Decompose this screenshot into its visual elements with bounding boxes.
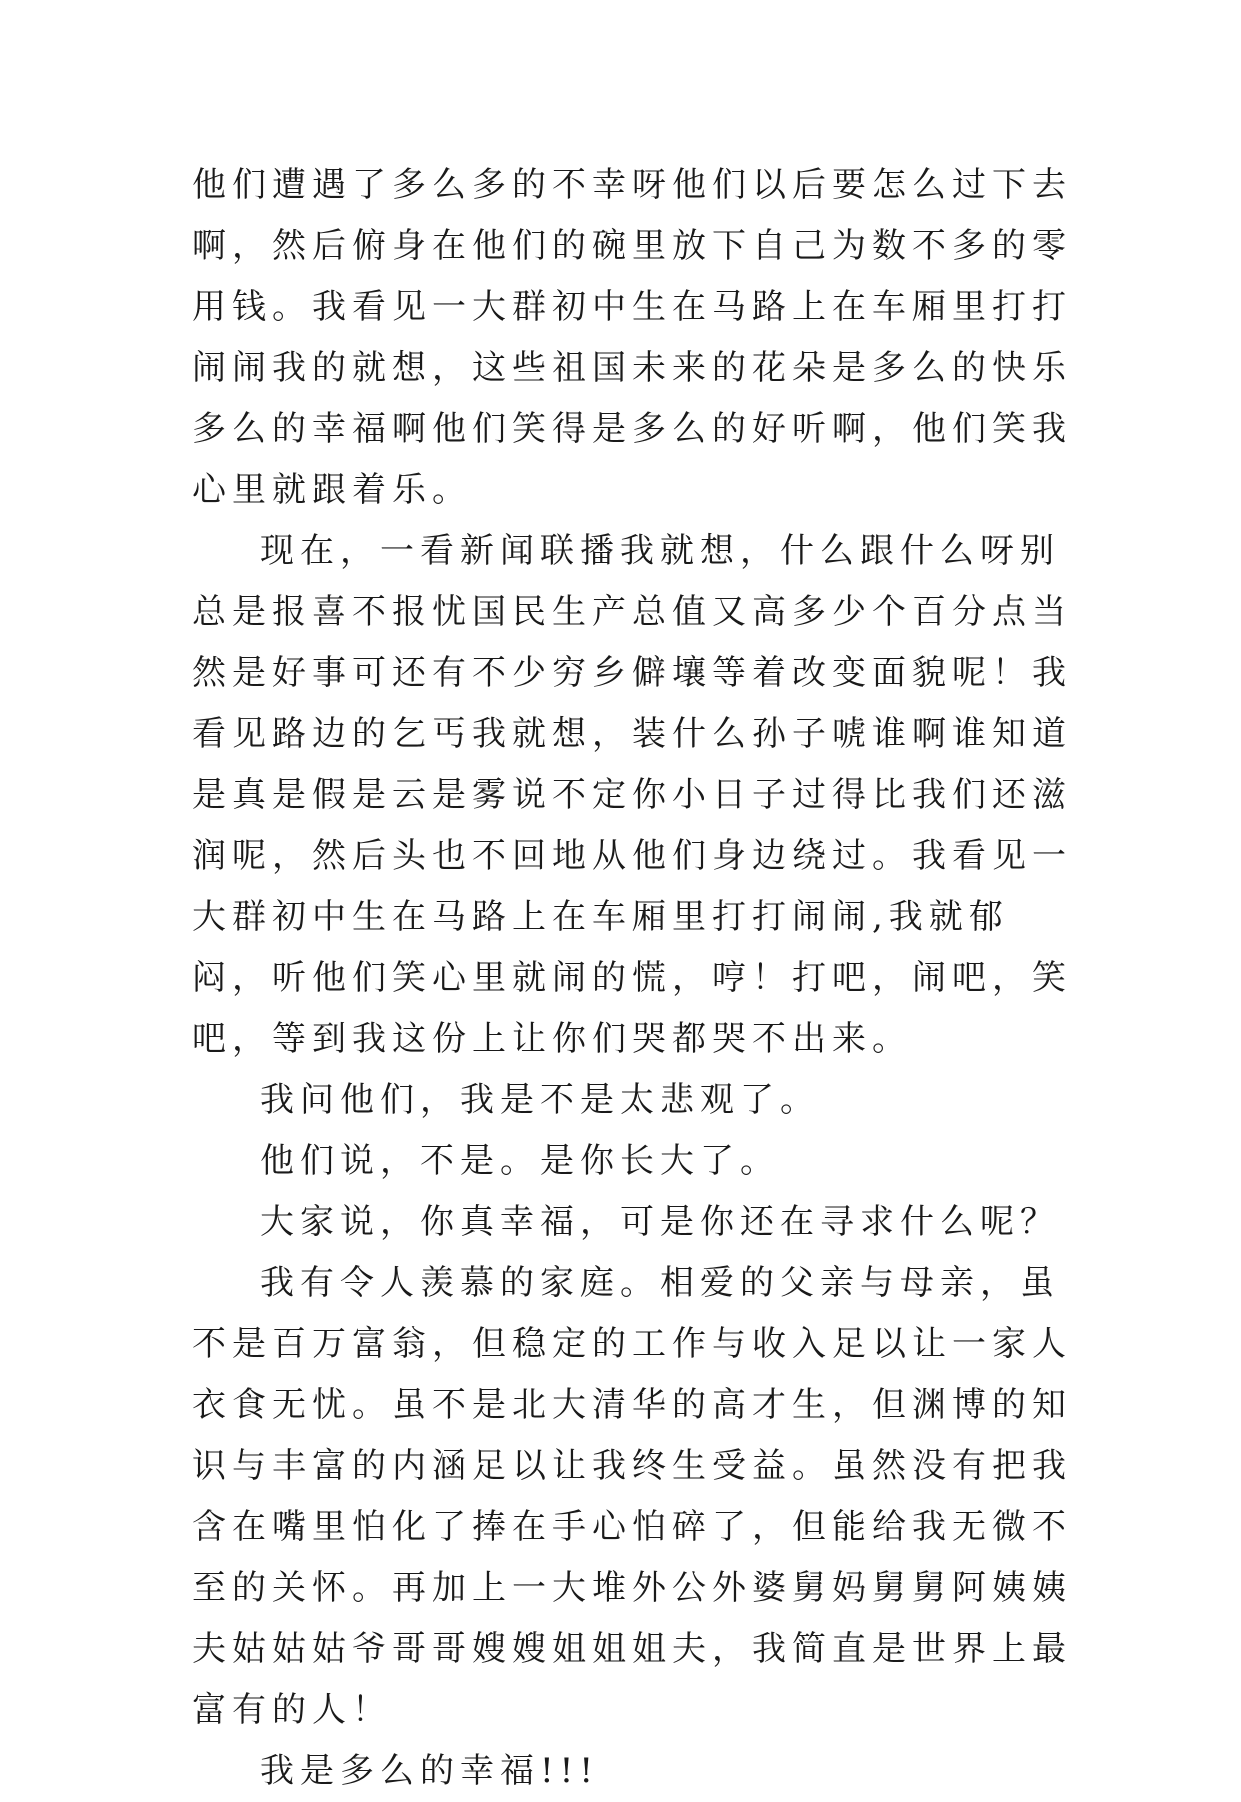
paragraph-5: 大家说，你真幸福，可是你还在寻求什么呢？ [260, 1202, 1060, 1242]
paragraph-4: 他们说，不是。是你长大了。 [260, 1141, 780, 1181]
paragraph-3: 我问他们，我是不是太悲观了。 [260, 1080, 820, 1120]
paragraph-2: 现在，一看新闻联播我就想，什么跟什么呀别总是报喜不报忧国民生产总值又高多少个百分点当然是好事可还有不少穷乡僻壤等着改变面貌呢！我看见路边的乞丐我就想，装什么孙子唬谁啊谁知道是真是假是云是雾说不定你小日子过得比我们还滋润呢，然后头也不回地从他们身边绕过。我看见一大群初中生在马路上在车厢里打打闹闹,我就郁闷，听他们笑心里就闹的慌，哼！打吧，闹吧，笑吧，等到我这份上让你们哭都哭不出来。 [192, 531, 1072, 1059]
paragraph-1: 他们遭遇了多么多的不幸呀他们以后要怎么过下去啊，然后俯身在他们的碗里放下自己为数不多的零用钱。我看见一大群初中生在马路上在车厢里打打闹闹我的就想，这些祖国未来的花朵是多么的快乐多么的幸福啊他们笑得是多么的好听啊，他们笑我心里就跟着乐。 [192, 165, 1072, 510]
paragraph-7: 我是多么的幸福!!! [260, 1751, 599, 1791]
document-body [192, 155, 1072, 1802]
paragraph-6: 我有令人羡慕的家庭。相爱的父亲与母亲，虽不是百万富翁，但稳定的工作与收入足以让一家人衣食无忧。虽不是北大清华的高才生，但渊博的知识与丰富的内涵足以让我终生受益。虽然没有把我含在嘴里怕化了捧在手心怕碎了，但能给我无微不至的关怀。再加上一大堆外公外婆舅妈舅舅阿姨姨夫姑姑姑爷哥哥嫂嫂姐姐姐夫，我简直是世界上最富有的人！ [192, 1263, 1072, 1730]
